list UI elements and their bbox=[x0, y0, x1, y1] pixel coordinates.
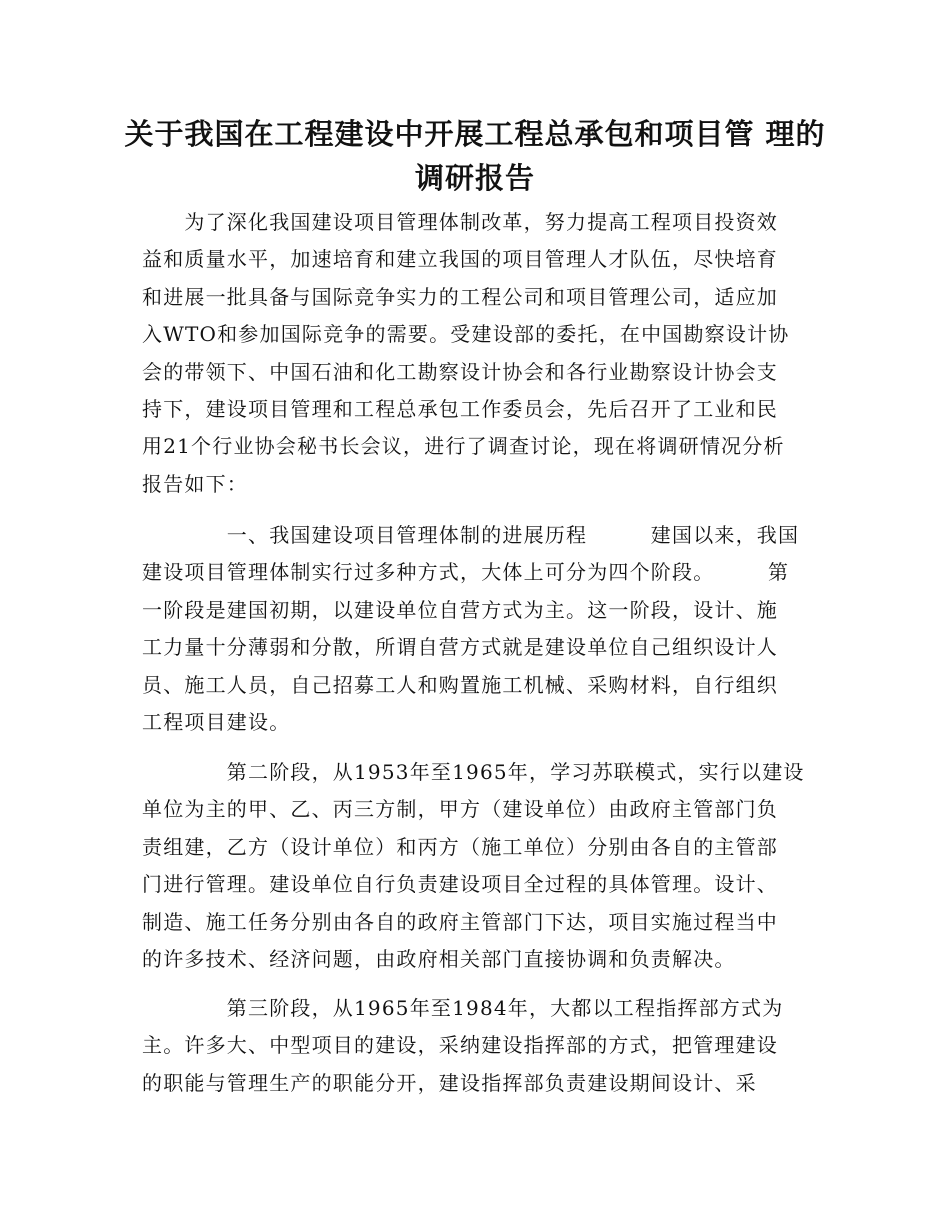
paragraph-stage-3: 第三阶段，从1965年至1984年，大都以工程指挥部方式为 主。许多大、中型项目的建设，采纳建设指挥部的方式，把管理建设 的职能与管理生产的职能分开，建设指挥部负责建设期间设计、采 bbox=[142, 996, 784, 1095]
paragraph-section-1-stage-1: 一、我国建设项目管理体制的进展历程 建国以来，我国 建设项目管理体制实行过多种方式，大体上可分为四个阶段。 第 一阶段是建国初期，以建设单位自营方式为主。这一阶段，设计、施 工力量十分薄弱和分散，所谓自营方式就是建设单位自己组织设计人 员、施工人员，自己招募工人和购置施工机械、采购材料，自行组织 工程项目建设。 bbox=[142, 523, 800, 735]
paragraph-stage-2: 第二阶段，从1953年至1965年，学习苏联模式，实行以建设 单位为主的甲、乙、丙三方制，甲方（建设单位）由政府主管部门负 责组建，乙方（设计单位）和丙方（施工单位）分别由各自的主管部 门进行管理。建设单位自行负责建设项目全过程的具体管理。设计、 制造、施工任务分别由各自的政府主管部门下达，项目实施过程当中 的许多技术、经济问题，由政府相关部门直接协调和负责解决。 bbox=[142, 760, 805, 972]
document-title: 关于我国在工程建设中开展工程总承包和项目管 理的调研报告 bbox=[124, 117, 826, 195]
paragraph-intro: 为了深化我国建设项目管理体制改革，努力提高工程项目投资效 益和质量水平，加速培育和建立我国的项目管理人才队伍，尽快培育 和进展一批具备与国际竞争实力的工程公司和项目管理公司，适应加 入WTO和参加国际竞争的需要。受建设部的委托，在中国勘察设计协 会的带领下、中国石油和化工勘察设计协会和各行业勘察设计协会支 持下，建设项目管理和工程总承包工作委员会，先后召开了工业和民 用21个行业协会秘书长会议，进行了调查讨论，现在将调研情况分析 报告如下： bbox=[142, 210, 790, 496]
